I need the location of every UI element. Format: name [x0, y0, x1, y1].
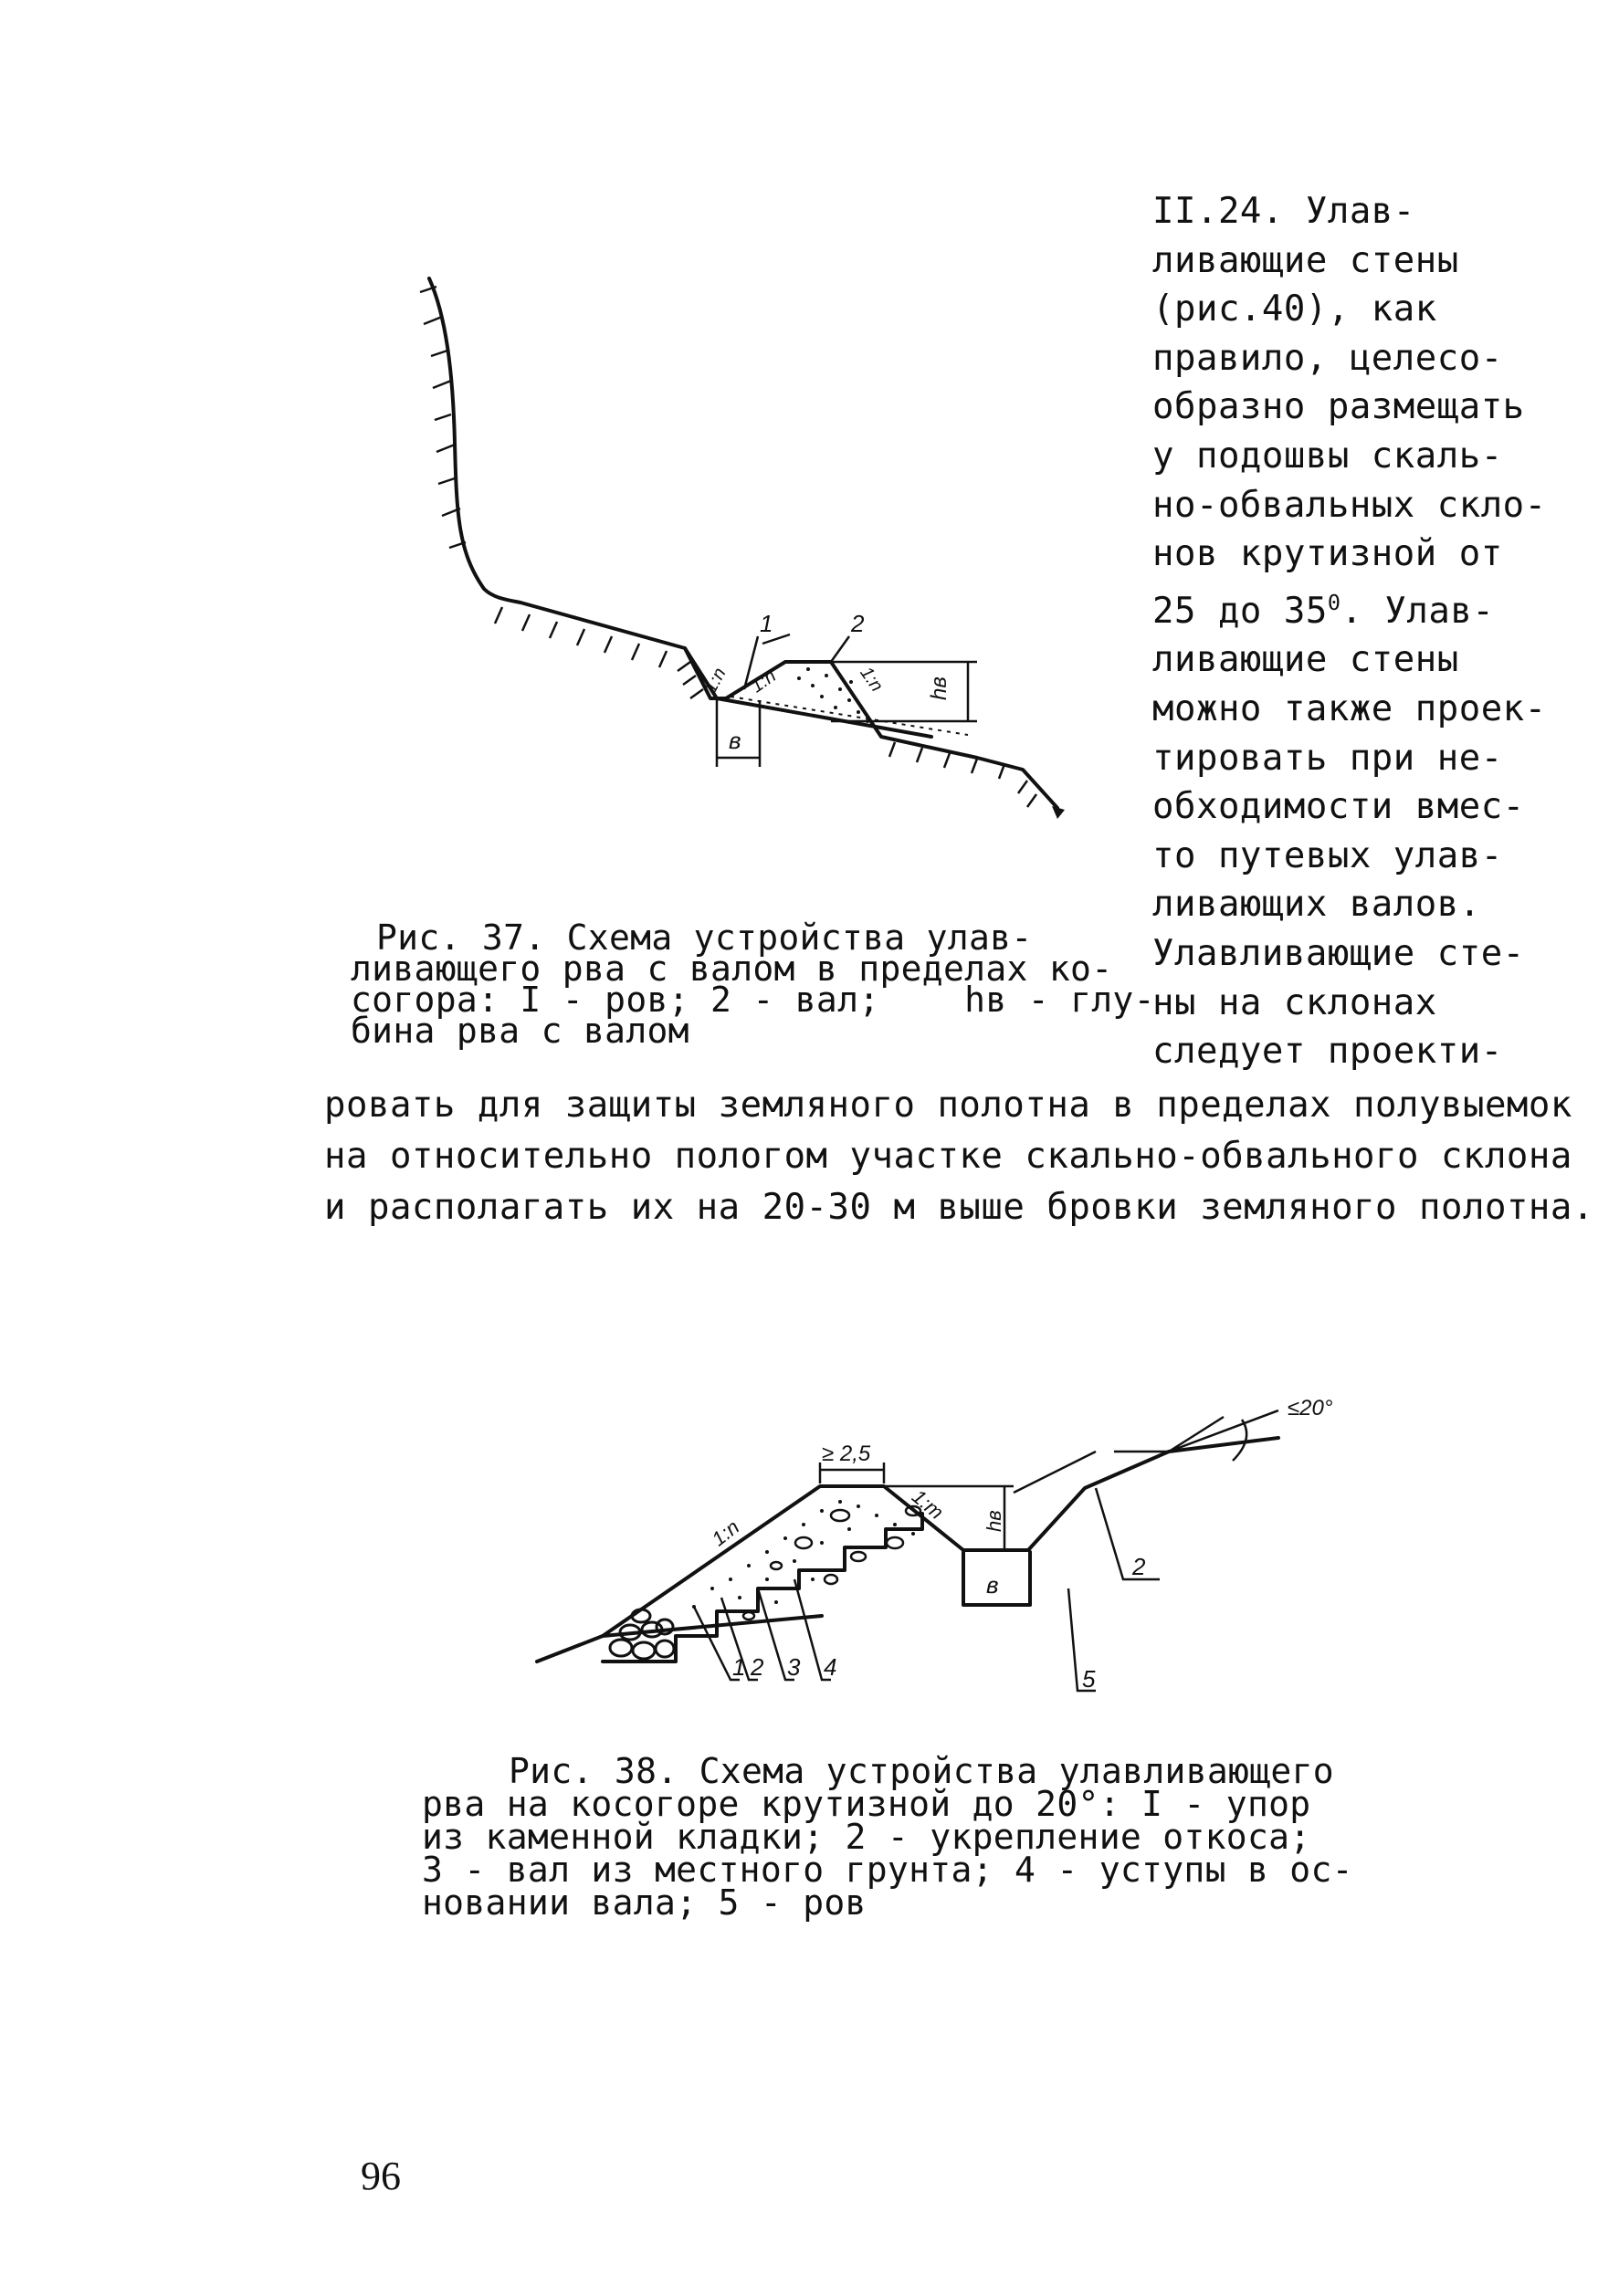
label-3: 3 [787, 1653, 801, 1681]
figure-37-caption [351, 917, 1155, 1051]
caption-line: ливающего рва с валом в пределах ко- [351, 949, 1113, 989]
text-line: (рис.40), как [1152, 288, 1437, 330]
text-line: но-обвальных скло- [1152, 484, 1547, 526]
slope-n-label: 1:n [707, 1515, 744, 1551]
text-line: Улавливающие сте- [1152, 932, 1525, 974]
text-line: ливающие стены [1152, 639, 1459, 681]
caption-line: Рис. 38. Схема устройства улавливающего [509, 1751, 1334, 1791]
figure-38-svg [530, 1397, 1351, 1698]
text-line [1152, 579, 1591, 636]
label-2: 2 [851, 610, 865, 637]
text-line: следует проекти- [1152, 1031, 1503, 1073]
caption-symbol: hв [964, 980, 1007, 1020]
depth-label: hв [983, 1510, 1005, 1532]
text-line: обходимости вмес- [1152, 786, 1525, 828]
width-label: в [729, 727, 741, 754]
caption-line: Рис. 37. Схема устройства улав- [376, 917, 1033, 958]
page-number: 96 [361, 2154, 401, 2198]
slope-profile [429, 278, 1057, 808]
text-line: то путевых улав- [1152, 834, 1503, 876]
figure-37-svg [384, 260, 1096, 854]
text-fragment: . Улав- [1340, 590, 1495, 632]
label-1: 1 [760, 610, 773, 637]
label-5: 5 [1082, 1665, 1096, 1693]
text-line: правило, целесо- [1152, 337, 1503, 379]
label-2-right: 2 [1132, 1553, 1146, 1580]
slope-m-label: 1:m [907, 1484, 949, 1525]
superscript: 0 [1327, 589, 1341, 615]
text-line: ливающие стены [1152, 239, 1459, 281]
figure-38-caption [422, 1751, 1381, 1923]
text-line: нов крутизной от [1152, 533, 1503, 575]
text-line: ливающих валов. [1152, 884, 1481, 926]
label-1: 1 [732, 1653, 746, 1681]
text-line: можно также проек- [1152, 687, 1547, 729]
text-line: ны на склонах [1152, 981, 1437, 1023]
embankment-outline [603, 1438, 1278, 1636]
caption-fragment: согора: I - ров; 2 - вал; [351, 980, 880, 1020]
text-line: тировать при не- [1152, 737, 1503, 779]
text-line: II.24. Улав- [1152, 191, 1415, 232]
slope-label-mid: 1:n [747, 666, 781, 697]
depth-label: hв [927, 676, 951, 700]
text-line: ровать для защиты земляного полотна в пределах полувыемок [324, 1085, 1572, 1126]
top-width-label: ≥ 2,5 [822, 1442, 871, 1466]
slope-label-left: 1:n [700, 664, 731, 697]
label-4: 4 [824, 1653, 837, 1681]
angle-label: ≤20° [1288, 1397, 1333, 1421]
figure-37-diagram [384, 260, 1096, 854]
stepped-base [603, 1514, 922, 1662]
caption-line: 3 - вал из местного грунта; 4 - уступы в ос- [422, 1850, 1353, 1890]
caption-line: бина рва с валом [351, 1011, 689, 1051]
text-fragment: 25 до 35 [1152, 590, 1328, 632]
caption-line: из каменной кладки; 2 - укрепление откоса; [422, 1817, 1311, 1857]
slope-label-right: 1:n [856, 663, 888, 696]
text-line: на относительно пологом участке скально-обвального склона [324, 1136, 1572, 1177]
figure-38-diagram [530, 1397, 1351, 1698]
label-2: 2 [751, 1653, 764, 1681]
text-line: у подошвы скаль- [1152, 435, 1503, 477]
text-line: и располагать их на 20-30 м выше бровки земляного полотна. [324, 1187, 1594, 1228]
width-label: в [986, 1571, 999, 1599]
paragraph-continuation [324, 1080, 1594, 1233]
caption-line: новании вала; 5 - ров [422, 1882, 867, 1923]
paragraph-ii-24-right-column [1152, 187, 1591, 1076]
caption-fragment: - глу- [1027, 980, 1155, 1020]
text-line: образно размещать [1152, 386, 1525, 428]
caption-line: рва на косогоре крутизной до 20°: I - упор [422, 1784, 1311, 1824]
bank-stipple [692, 1500, 915, 1609]
ground-line [537, 1636, 603, 1662]
